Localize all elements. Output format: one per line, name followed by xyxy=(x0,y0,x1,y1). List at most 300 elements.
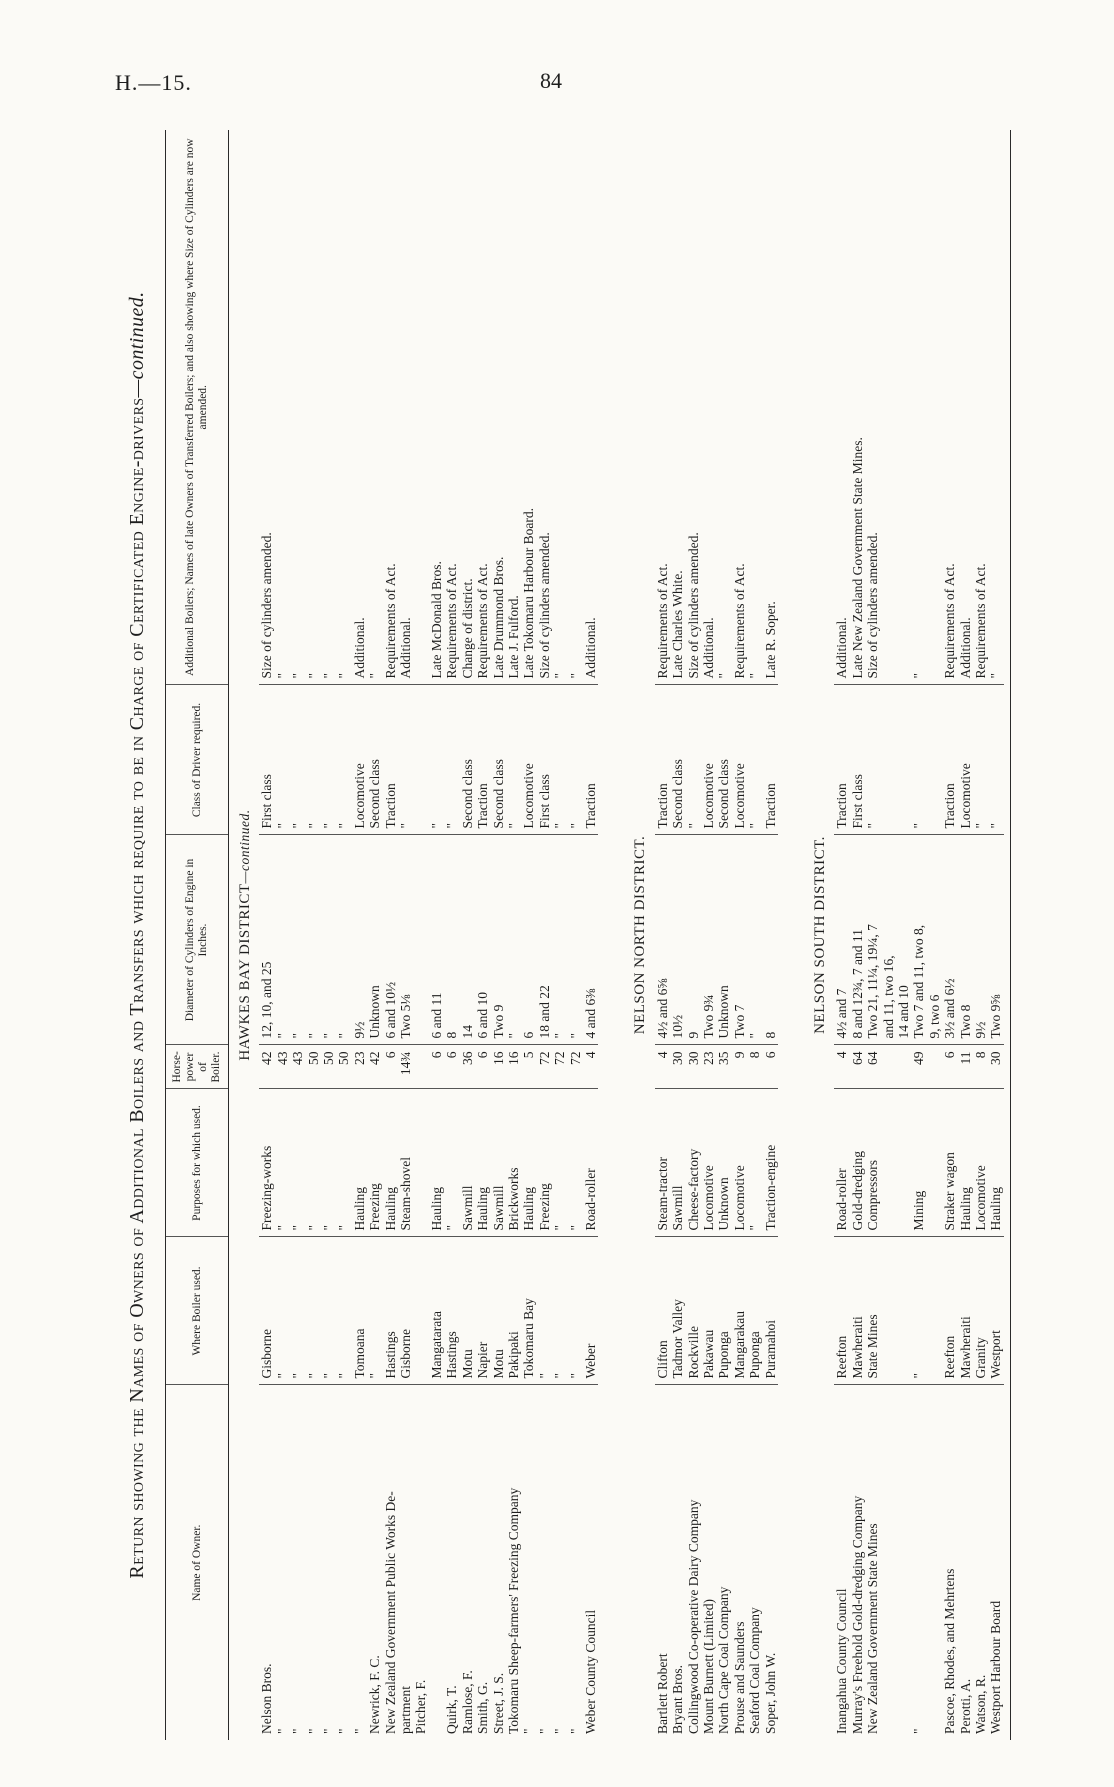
cell-owner: " xyxy=(336,1728,352,1734)
table-row xyxy=(506,130,521,1740)
cell-owner xyxy=(429,1385,444,1740)
table-bottom-rule xyxy=(1004,130,1011,1740)
cell-remarks: " xyxy=(336,130,351,685)
cell-horse-power: 64 xyxy=(865,1045,880,1089)
cell-driver-class: " xyxy=(429,685,444,835)
cell-purpose: " xyxy=(321,1089,336,1237)
cell-horse-power: 11 xyxy=(958,1045,973,1089)
cell-where: Pakipaki xyxy=(506,1237,521,1385)
cell-cylinders: 10½ xyxy=(670,835,685,1045)
table-body xyxy=(229,130,1011,1740)
cell-horse-power: 36 xyxy=(460,1045,475,1089)
table-row xyxy=(716,130,731,1740)
cell-remarks: " xyxy=(747,130,762,685)
cell-remarks: Late New Zealand Government State Mines. xyxy=(850,130,865,685)
cell-driver-class: Second class xyxy=(670,685,685,835)
cell-where xyxy=(881,1237,896,1385)
cell-cylinders: " xyxy=(336,835,351,1045)
table-row xyxy=(942,130,957,1740)
cell-remarks: " xyxy=(321,130,336,685)
cell-horse-power: 72 xyxy=(552,1045,567,1089)
cell-horse-power xyxy=(413,1045,428,1089)
cell-remarks: Size of cylinders amended. xyxy=(259,130,274,685)
cell-cylinders: 6 xyxy=(521,835,536,1045)
cell-cylinders: " xyxy=(306,835,321,1045)
table-row xyxy=(383,130,398,1740)
cell-horse-power xyxy=(896,1045,911,1089)
cell-purpose: Locomotive xyxy=(732,1089,747,1237)
cell-horse-power: 23 xyxy=(701,1045,716,1089)
table-row xyxy=(306,130,321,1740)
cell-purpose: Sawmill xyxy=(491,1089,506,1237)
cell-cylinders xyxy=(413,835,428,1045)
cell-remarks: Additional. xyxy=(701,130,716,685)
cell-purpose: Traction-engine xyxy=(763,1089,778,1237)
cell-remarks: " xyxy=(911,130,926,685)
cell-remarks: Size of cylinders amended. xyxy=(686,130,701,685)
cell-cylinders: 4½ and 6⅝ xyxy=(655,835,670,1045)
cell-horse-power: 43 xyxy=(275,1045,290,1089)
table-row xyxy=(259,130,274,1740)
cell-driver-class: Traction xyxy=(655,685,670,835)
table-row xyxy=(352,130,367,1740)
cell-purpose xyxy=(413,1089,428,1237)
table-row xyxy=(336,130,351,1740)
cell-where: Hastings xyxy=(444,1237,459,1385)
cell-where: Reefton xyxy=(834,1237,849,1385)
cell-horse-power: 42 xyxy=(367,1045,382,1089)
cell-driver-class: Traction xyxy=(475,685,490,835)
table-row xyxy=(732,130,747,1740)
cell-driver-class: " xyxy=(552,685,567,835)
cell-purpose: " xyxy=(275,1089,290,1237)
cell-horse-power: 6 xyxy=(942,1045,957,1089)
cell-purpose xyxy=(881,1089,896,1237)
table-row xyxy=(747,130,762,1740)
district-name: NELSON NORTH DISTRICT. xyxy=(632,835,649,1035)
cell-where: Puramahoi xyxy=(763,1237,778,1385)
section-spacer xyxy=(778,130,804,1740)
cell-purpose: Hauling xyxy=(383,1089,398,1237)
cell-owner: Soper, John W. xyxy=(762,1652,778,1734)
cell-purpose: Freezing-works xyxy=(259,1089,274,1237)
cell-where: " xyxy=(290,1237,305,1385)
cell-purpose: Road-roller xyxy=(834,1089,849,1237)
cell-cylinders: " xyxy=(321,835,336,1045)
cell-driver-class: Second class xyxy=(491,685,506,835)
table-row xyxy=(460,130,475,1740)
cell-where: " xyxy=(306,1237,321,1385)
cell-where: Mawheraiti xyxy=(850,1237,865,1385)
table-row xyxy=(896,130,911,1740)
cell-driver-class xyxy=(896,685,911,835)
cell-horse-power: 14¾ xyxy=(398,1045,413,1089)
cell-purpose: Mining xyxy=(911,1089,926,1237)
table-row xyxy=(521,130,536,1740)
cell-driver-class: " xyxy=(290,685,305,835)
cell-cylinders: 9, two 6 xyxy=(927,835,942,1045)
cell-where: Mawheraiti xyxy=(958,1237,973,1385)
cell-owner: " xyxy=(321,1728,337,1734)
cell-owner: " xyxy=(274,1728,290,1734)
cell-cylinders: Two 9¾ xyxy=(701,835,716,1045)
title-main: Return showing the Names of Owners of Additional Boilers and Transfers which require to be in Charge of Certificated Engine-drivers xyxy=(126,397,148,1579)
district-heading-row xyxy=(804,130,834,1740)
title-suffix: —continued. xyxy=(126,291,148,398)
cell-purpose: Hauling xyxy=(352,1089,367,1237)
table-row xyxy=(552,130,567,1740)
cell-purpose: Cheese-factory xyxy=(686,1089,701,1237)
cell-where: Napier xyxy=(475,1237,490,1385)
cell-owner: Seaford Coal Company xyxy=(747,1607,763,1734)
cell-owner: " xyxy=(521,1728,537,1734)
cell-cylinders: Two 9 xyxy=(491,835,506,1045)
cell-purpose xyxy=(927,1089,942,1237)
cell-where: Tadmor Valley xyxy=(670,1237,685,1385)
cell-remarks: Change of district. xyxy=(460,130,475,685)
cell-driver-class: " xyxy=(321,685,336,835)
cell-cylinders: " xyxy=(290,835,305,1045)
cell-driver-class: First class xyxy=(259,685,274,835)
cell-purpose: Locomotive xyxy=(973,1089,988,1237)
cell-where: Motu xyxy=(460,1237,475,1385)
cell-owner xyxy=(881,1385,896,1740)
header-row xyxy=(166,130,229,1740)
cell-where: Westport xyxy=(988,1237,1003,1385)
table-row xyxy=(927,130,942,1740)
cell-purpose: " xyxy=(290,1089,305,1237)
cell-driver-class: Locomotive xyxy=(521,685,536,835)
cell-driver-class: " xyxy=(444,685,459,835)
section-spacer xyxy=(598,130,624,1740)
cell-where: State Mines xyxy=(865,1237,880,1385)
cell-remarks: Additional. xyxy=(583,130,598,685)
table-row xyxy=(475,130,490,1740)
cell-horse-power: 72 xyxy=(568,1045,583,1089)
table-row xyxy=(763,130,778,1740)
table-row xyxy=(973,130,988,1740)
table-row xyxy=(491,130,506,1740)
cell-driver-class: " xyxy=(336,685,351,835)
cell-remarks: " xyxy=(367,130,382,685)
cell-owner: " xyxy=(911,1728,927,1734)
table-row xyxy=(850,130,865,1740)
cell-owner: Collingwood Co-operative Dairy Company xyxy=(685,1499,701,1734)
spacer-cell xyxy=(778,130,804,1740)
cell-cylinders: and 11, two 16, xyxy=(881,835,896,1045)
cell-horse-power: 8 xyxy=(747,1045,762,1089)
cell-driver-class: " xyxy=(306,685,321,835)
bottom-rule-cell xyxy=(1004,130,1011,1740)
cell-driver-class: " xyxy=(865,685,880,835)
cell-remarks: Size of cylinders amended. xyxy=(865,130,880,685)
cell-purpose: Hauling xyxy=(475,1089,490,1237)
cell-owner: Prouse and Saunders xyxy=(731,1621,747,1734)
cell-horse-power: 30 xyxy=(686,1045,701,1089)
cell-cylinders: Unknown xyxy=(367,835,382,1045)
cell-driver-class: " xyxy=(568,685,583,835)
cell-where: Tokomaru Bay xyxy=(521,1237,536,1385)
table-row xyxy=(881,130,896,1740)
table-row xyxy=(583,130,598,1740)
cell-remarks xyxy=(927,130,942,685)
cell-driver-class: " xyxy=(911,685,926,835)
cell-cylinders: 12, 10, and 25 xyxy=(259,835,274,1045)
cell-driver-class: Second class xyxy=(367,685,382,835)
cell-cylinders: 4 and 6⅜ xyxy=(583,835,598,1045)
cell-owner: Ramlose, F. xyxy=(459,1670,475,1734)
cell-cylinders: 8 and 12¾, 7 and 11 xyxy=(850,835,865,1045)
cell-where: Tomoana xyxy=(352,1237,367,1385)
cell-owner: Nelson Bros. xyxy=(259,1663,275,1734)
cell-horse-power: 4 xyxy=(583,1045,598,1089)
cell-purpose: Road-roller xyxy=(583,1089,598,1237)
cell-owner: Inangahua County Council xyxy=(834,1588,850,1734)
cell-purpose: Hauling xyxy=(521,1089,536,1237)
cell-remarks: Requirements of Act. xyxy=(732,130,747,685)
cell-owner: Newrick, F. C. xyxy=(367,1655,383,1734)
cell-driver-class: Second class xyxy=(460,685,475,835)
cell-horse-power: 50 xyxy=(321,1045,336,1089)
cell-driver-class xyxy=(881,685,896,835)
district-heading-row xyxy=(229,130,260,1740)
cell-horse-power xyxy=(881,1045,896,1089)
cell-horse-power: 42 xyxy=(259,1045,274,1089)
col-header-horse-power: Horse-power of Boiler. xyxy=(166,1045,229,1089)
cell-owner: " xyxy=(536,1728,552,1734)
cell-purpose: Hauling xyxy=(988,1089,1003,1237)
cell-cylinders: Two 8 xyxy=(958,835,973,1045)
cell-where: " xyxy=(552,1237,567,1385)
cell-remarks: Requirements of Act. xyxy=(444,130,459,685)
col-header-driver-class: Class of Driver required. xyxy=(166,685,229,835)
cell-driver-class: " xyxy=(686,685,701,835)
cell-purpose: Steam-shovel xyxy=(398,1089,413,1237)
cell-owner: Pitcher, F. xyxy=(413,1679,429,1734)
cell-cylinders: 9½ xyxy=(352,835,367,1045)
table-row xyxy=(398,130,413,1740)
cell-where: " xyxy=(321,1237,336,1385)
table-row xyxy=(911,130,926,1740)
page-number: 84 xyxy=(540,68,562,93)
cell-cylinders: 6 and 11 xyxy=(429,835,444,1045)
cell-purpose: Sawmill xyxy=(460,1089,475,1237)
cell-remarks: Late Tokomaru Harbour Board. xyxy=(521,130,536,685)
table-row xyxy=(686,130,701,1740)
cell-remarks: " xyxy=(716,130,731,685)
cell-horse-power: 16 xyxy=(491,1045,506,1089)
cell-driver-class: Locomotive xyxy=(732,685,747,835)
cell-horse-power: 23 xyxy=(352,1045,367,1089)
cell-horse-power xyxy=(927,1045,942,1089)
district-suffix: —continued. xyxy=(237,809,252,884)
cell-remarks: Requirements of Act. xyxy=(973,130,988,685)
cell-purpose: Locomotive xyxy=(701,1089,716,1237)
cell-remarks: Late Drummond Bros. xyxy=(491,130,506,685)
cell-remarks xyxy=(881,130,896,685)
cell-where: " xyxy=(275,1237,290,1385)
cell-cylinders: Two 21, 11¼, 19¼, 7 xyxy=(865,835,880,1045)
cell-owner: North Cape Coal Company xyxy=(716,1586,732,1734)
cell-purpose: " xyxy=(336,1089,351,1237)
cell-where: " xyxy=(336,1237,351,1385)
cell-owner: " xyxy=(552,1728,568,1734)
cell-where xyxy=(413,1237,428,1385)
cell-horse-power: 9 xyxy=(732,1045,747,1089)
cell-horse-power: 64 xyxy=(850,1045,865,1089)
cell-owner: " xyxy=(567,1728,583,1734)
cell-purpose: Freezing xyxy=(367,1089,382,1237)
col-header-owner: Name of Owner. xyxy=(166,1385,229,1740)
cell-horse-power: 6 xyxy=(383,1045,398,1089)
cell-cylinders: 9 xyxy=(686,835,701,1045)
cell-owner: Tokomaru Sheep-farmers' Freezing Company xyxy=(505,1487,521,1734)
cell-where: " xyxy=(568,1237,583,1385)
district-heading xyxy=(229,130,260,1740)
cell-purpose: Compressors xyxy=(865,1089,880,1237)
cell-remarks: " xyxy=(568,130,583,685)
cell-remarks: Late Charles White. xyxy=(670,130,685,685)
cell-driver-class: " xyxy=(506,685,521,835)
table-row xyxy=(290,130,305,1740)
cell-cylinders: " xyxy=(506,835,521,1045)
table-title xyxy=(125,125,149,1745)
cell-horse-power: 50 xyxy=(336,1045,351,1089)
table-row xyxy=(444,130,459,1740)
cell-horse-power: 50 xyxy=(306,1045,321,1089)
cell-horse-power: 35 xyxy=(716,1045,731,1089)
cell-where: Mangarakau xyxy=(732,1237,747,1385)
cell-driver-class: Traction xyxy=(583,685,598,835)
cell-horse-power: 6 xyxy=(444,1045,459,1089)
table-row xyxy=(275,130,290,1740)
cell-cylinders: " xyxy=(747,835,762,1045)
cell-remarks: Additional. xyxy=(352,130,367,685)
cell-cylinders: 18 and 22 xyxy=(537,835,552,1045)
cell-owner: " xyxy=(351,1728,367,1734)
cell-horse-power: 43 xyxy=(290,1045,305,1089)
cell-cylinders: 14 xyxy=(460,835,475,1045)
cell-remarks: " xyxy=(290,130,305,685)
district-heading xyxy=(624,130,654,1740)
cell-horse-power: 49 xyxy=(911,1045,926,1089)
cell-remarks: Requirements of Act. xyxy=(383,130,398,685)
cell-owner: New Zealand Government State Mines xyxy=(865,1523,881,1734)
cell-horse-power: 30 xyxy=(670,1045,685,1089)
cell-owner: New Zealand Government Public Works De- xyxy=(382,1491,398,1734)
cell-driver-class: " xyxy=(973,685,988,835)
cell-horse-power: 6 xyxy=(475,1045,490,1089)
cell-purpose: " xyxy=(747,1089,762,1237)
cell-cylinders: Two 5⅛ xyxy=(398,835,413,1045)
cell-owner: Murray's Freehold Gold-dredging Company xyxy=(849,1495,865,1734)
cell-where: Granity xyxy=(973,1237,988,1385)
cell-driver-class: Locomotive xyxy=(958,685,973,835)
cell-remarks: Requirements of Act. xyxy=(655,130,670,685)
cell-purpose xyxy=(896,1089,911,1237)
table-row xyxy=(413,130,428,1740)
table-row xyxy=(655,130,670,1740)
cell-owner xyxy=(896,1385,911,1740)
cell-where: " xyxy=(537,1237,552,1385)
cell-where: Puponga xyxy=(716,1237,731,1385)
table-row xyxy=(537,130,552,1740)
boiler-return-table xyxy=(165,130,1011,1740)
cell-owner: partment xyxy=(398,1686,414,1734)
cell-cylinders: 9½ xyxy=(973,835,988,1045)
cell-purpose: " xyxy=(568,1089,583,1237)
cell-remarks: Size of cylinders amended. xyxy=(537,130,552,685)
table-row xyxy=(988,130,1003,1740)
col-header-purpose: Purposes for which used. xyxy=(166,1089,229,1237)
table-row xyxy=(367,130,382,1740)
table-row xyxy=(429,130,444,1740)
table-row xyxy=(958,130,973,1740)
cell-driver-class: Traction xyxy=(942,685,957,835)
cell-owner: Westport Harbour Board xyxy=(988,1600,1004,1734)
cell-remarks: Late McDonald Bros. xyxy=(429,130,444,685)
cell-purpose: Brickworks xyxy=(506,1089,521,1237)
cell-horse-power: 8 xyxy=(973,1045,988,1089)
cell-purpose: " xyxy=(552,1089,567,1237)
cell-cylinders: 14 and 10 xyxy=(896,835,911,1045)
cell-horse-power: 4 xyxy=(834,1045,849,1089)
cell-where: Mangatarata xyxy=(429,1237,444,1385)
cell-driver-class: First class xyxy=(537,685,552,835)
cell-driver-class xyxy=(927,685,942,835)
cell-remarks xyxy=(413,130,428,685)
cell-cylinders: Two 7 and 11, two 8, xyxy=(911,835,926,1045)
cell-where: Pakawau xyxy=(701,1237,716,1385)
cell-cylinders: " xyxy=(552,835,567,1045)
cell-where xyxy=(927,1237,942,1385)
cell-cylinders: Two 9⅝ xyxy=(988,835,1003,1045)
cell-cylinders: 3½ and 6½ xyxy=(942,835,957,1045)
table-row xyxy=(321,130,336,1740)
cell-driver-class: Traction xyxy=(383,685,398,835)
cell-cylinders: 6 and 10½ xyxy=(383,835,398,1045)
cell-purpose: Steam-tractor xyxy=(655,1089,670,1237)
spacer-cell xyxy=(598,130,624,1740)
table-row xyxy=(701,130,716,1740)
cell-horse-power: 16 xyxy=(506,1045,521,1089)
cell-remarks: " xyxy=(306,130,321,685)
cell-horse-power: 72 xyxy=(537,1045,552,1089)
cell-driver-class: " xyxy=(747,685,762,835)
cell-purpose: Sawmill xyxy=(670,1089,685,1237)
rotated-page-content xyxy=(125,45,1114,1745)
cell-horse-power: 6 xyxy=(763,1045,778,1089)
cell-owner: Quirk, T. xyxy=(444,1685,460,1734)
cell-driver-class: First class xyxy=(850,685,865,835)
cell-where: Motu xyxy=(491,1237,506,1385)
cell-remarks: Additional. xyxy=(834,130,849,685)
col-header-cylinders: Diameter of Cylinders of Engine in Inches. xyxy=(166,835,229,1045)
cell-where: Rockville xyxy=(686,1237,701,1385)
cell-remarks: Requirements of Act. xyxy=(475,130,490,685)
cell-purpose: Hauling xyxy=(429,1089,444,1237)
cell-where: Reefton xyxy=(942,1237,957,1385)
cell-remarks: Requirements of Act. xyxy=(942,130,957,685)
cell-driver-class xyxy=(413,685,428,835)
cell-remarks: " xyxy=(988,130,1003,685)
cell-owner: " xyxy=(290,1728,306,1734)
cell-owner: Bryant Bros. xyxy=(670,1665,686,1734)
table-row xyxy=(865,130,880,1740)
cell-driver-class: " xyxy=(988,685,1003,835)
cell-purpose: Unknown xyxy=(716,1089,731,1237)
cell-where: Hastings xyxy=(383,1237,398,1385)
